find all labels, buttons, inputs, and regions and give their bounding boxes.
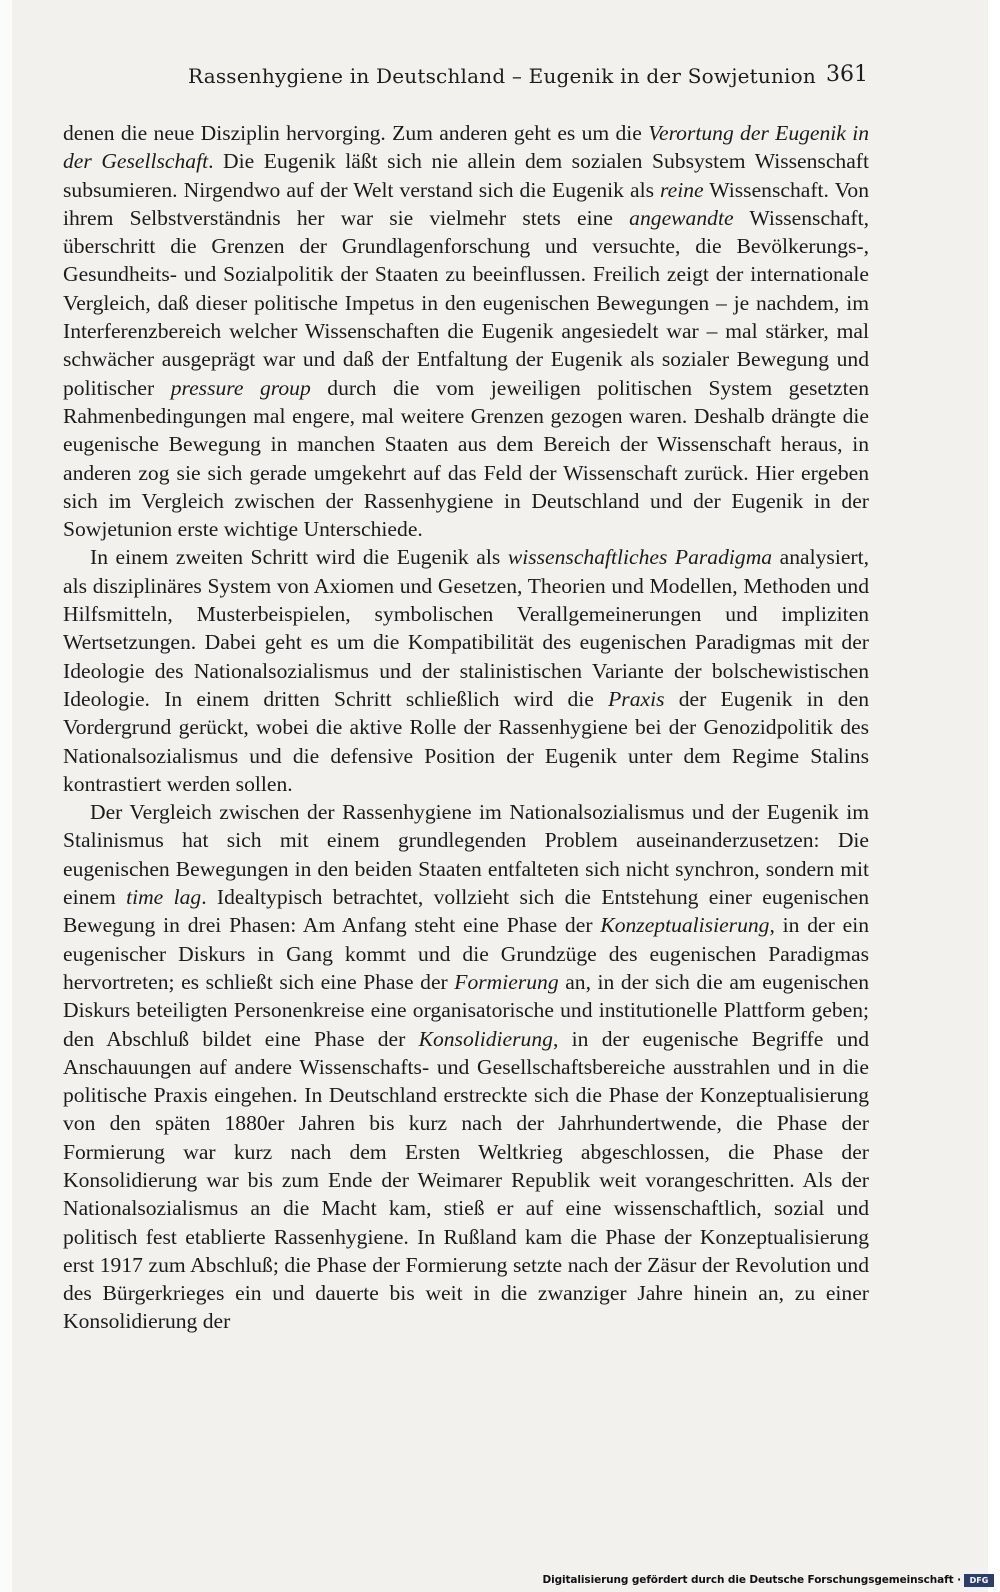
italic-phrase: Konsolidierung	[418, 1026, 553, 1051]
text-run: an, in der sich die am eugenischen Diskurs beteiligten Personenkreise eine organisatorische und institutionelle Plattform geben; den Abschluß bildet eine Phase der	[63, 969, 869, 1051]
text-run: Wissenschaft, überschritt die Grenzen der Grundlagenforschung und versuchte, die Bevölkerungs-, Gesundheits- und Sozialpolitik der Staaten zu beeinflussen. Freilich zeigt der internationale Vergleich, daß dieser politische Impetus in den eugenischen Bewegungen – je nachdem, im Interferenzbereich welcher Wissenschaften die Eugenik angesiedelt war – mal stärker, mal schwächer ausgeprägt war und daß der Entfaltung der Eugenik als sozialer Bewegung und politischer	[63, 205, 870, 400]
text-run: der Eugenik in den Vordergrund gerückt, wobei die aktive Rolle der Rassenhygiene bei der Genozidpolitik des Nationalsozialismus und die defensive Position der Eugenik unter dem Regime Stalins kontrastiert werden sollen.	[63, 686, 869, 796]
credit-text: Digitalisierung gefördert durch die Deutsche Forschungsgemeinschaft ·	[542, 1574, 961, 1586]
text-run: Der Vergleich zwischen der Rassenhygiene im Nationalsozialismus und der Eugenik im Stalinismus hat sich mit einem grundlegenden Problem auseinanderzusetzen: Die eugenischen Bewegungen in den beiden Staaten entfalteten sich nicht synchron, sondern mit einem	[63, 800, 869, 910]
page-number: 361	[826, 62, 868, 87]
running-header	[12, 64, 988, 94]
running-title: Rassenhygiene in Deutschland – Eugenik in der Sowjetunion	[188, 64, 816, 88]
text-run: denen die neue Disziplin hervorging. Zum anderen geht es um die	[63, 121, 649, 145]
text-run: In einem zweiten Schritt wird die Eugenik als	[90, 545, 508, 570]
italic-phrase: time lag	[126, 885, 202, 910]
paragraph	[63, 798, 869, 1336]
paragraph	[63, 543, 869, 798]
text-run: , in der ein eugenischer Diskurs in Gang kommt und die Grundzüge des eugenischen Paradigmas hervortreten; es schließt sich eine Phase der	[63, 913, 869, 994]
dfg-logo: DFG	[964, 1574, 994, 1587]
digitization-credit	[542, 1572, 994, 1588]
text-run: analysiert, als disziplinäres System von Axiomen und Gesetzen, Theorien und Modellen, Methoden und Hilfsmitteln, Musterbeispielen, symbolischen Verallgemeinerungen und impliziten Wertsetzungen. Dabei geht es um die Kompatibilität des eugenischen Paradigmas mit der Ideologie des Nationalsozialismus und der stalinistischen Variante der bolschewistischen Ideologie. In einem dritten Schritt schließlich wird die	[63, 545, 869, 711]
body-text	[63, 119, 869, 1336]
book-page	[12, 0, 988, 1592]
text-run: Wissenschaft. Von ihrem Selbstverständnis her war sie vielmehr stets eine	[63, 177, 869, 230]
text-run: . Die Eugenik läßt sich nie allein dem sozialen Subsystem Wissenschaft subsumieren. Nirgendwo auf der Welt verstand sich die Eugenik als	[63, 149, 869, 202]
text-run: durch die vom jeweiligen politischen System gesetzten Rahmenbedingungen mal engere, mal weitere Grenzen gezogen waren. Deshalb drängte die eugenische Bewegung in manchen Staaten aus dem Bereich der Wissenschaft heraus, in anderen zog sie sich gerade umgekehrt auf das Feld der Wissenschaft zurück. Hier ergeben sich im Vergleich zwischen der Rassenhygiene in Deutschland und der Eugenik in der Sowjetunion erste wichtige Unterschiede.	[63, 375, 869, 542]
italic-phrase: reine	[660, 177, 704, 202]
italic-phrase: Konzeptualisierung	[600, 913, 770, 938]
italic-phrase: pressure group	[170, 375, 311, 400]
text-run: . Idealtypisch betrachtet, vollzieht sich die Entstehung einer eugenischen Bewegung in drei Phasen: Am Anfang steht eine Phase der	[63, 885, 870, 938]
text-run: , in der eugenische Begriffe und Anschauungen auf andere Wissenschafts- und Gesellschaftsbereiche ausstrahlen und in die politische Praxis eingehen. In Deutschland erstreckte sich die Phase der Konzeptualisierung von den späten 1880er Jahren bis kurz nach der Jahrhundertwende, die Phase der Formierung war kurz nach dem Ersten Weltkrieg abgeschlossen, die Phase der Konsolidierung war bis zum Ende der Weimarer Republik weit vorangeschritten. Als der Nationalsozialismus an die Macht kam, stieß er auf eine wissenschaftlich, sozial und politisch fest etablierte Rassenhygiene. In Rußland kam die Phase der Konzeptualisierung erst 1917 zum Abschluß; die Phase der Formierung setzte nach der Zäsur der Revolution und des Bürgerkrieges ein und dauerte bis weit in die zwanziger Jahre hinein an, zu einer Konsolidierung der	[63, 1026, 869, 1334]
italic-phrase: Praxis	[608, 686, 665, 711]
italic-phrase: wissenschaftliches Paradigma	[507, 545, 773, 570]
italic-phrase: Verortung der Eugenik in der Gesellschaft	[63, 121, 869, 174]
scan-margin	[0, 0, 12, 1592]
italic-phrase: Formierung	[454, 969, 559, 994]
italic-phrase: angewandte	[629, 205, 734, 230]
paragraph	[63, 119, 869, 543]
